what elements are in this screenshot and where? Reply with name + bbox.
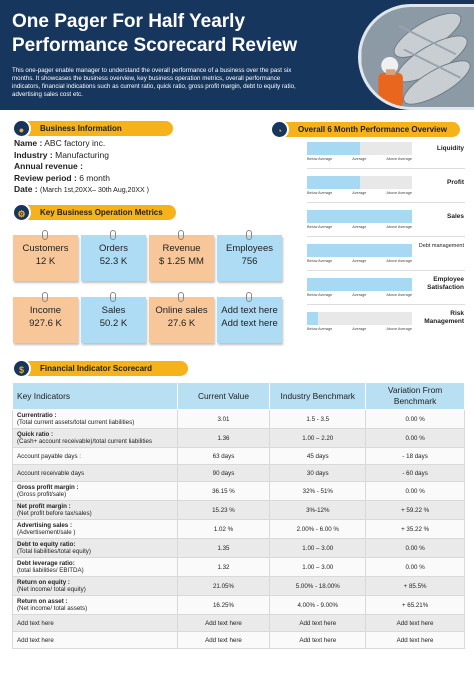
overview-metric-label: Employee Satisfaction — [427, 276, 464, 291]
benchmark-cell: 32% - 51% — [270, 482, 366, 501]
benchmark-cell: Add text here — [270, 632, 366, 649]
indicator-cell — [13, 429, 178, 448]
scale-label: Below Average — [307, 225, 333, 229]
benchmark-cell: Add text here — [270, 615, 366, 632]
metric-note-online-sales — [149, 297, 214, 343]
chart-icon: ◔ — [270, 120, 289, 139]
overview-heading-text: Overall 6 Month Performance Overview — [298, 125, 447, 134]
table-row — [13, 520, 465, 539]
table-row — [13, 558, 465, 577]
indicator-formula: Account receivable days — [17, 469, 85, 477]
variation-cell: - 18 days — [366, 448, 465, 465]
benchmark-cell: 5.00% - 18.00% — [270, 577, 366, 596]
metrics-heading — [18, 205, 176, 220]
indicator-name: Debt leverage ratio: — [17, 560, 75, 567]
variation-cell: + 35.22 % — [366, 520, 465, 539]
metric-note-employees — [217, 235, 282, 281]
gear-icon: ⚙ — [12, 203, 31, 222]
overview-scale-labels — [307, 293, 412, 297]
metric-value: Add text here — [221, 318, 278, 329]
indicator-cell — [13, 596, 178, 615]
overview-bar — [307, 176, 360, 189]
indicator-formula: (total liabilities/ EBITDA) — [17, 567, 84, 574]
current-value-cell: 1.02 % — [177, 520, 270, 539]
metric-value: 927.6 K — [29, 318, 62, 329]
benchmark-cell: 2.00% - 6.00 % — [270, 520, 366, 539]
overview-heading — [276, 122, 460, 137]
current-value-cell: 1.35 — [177, 539, 270, 558]
paperclip-icon — [178, 230, 184, 240]
indicator-cell — [13, 448, 178, 465]
indicator-name: Net profit margin : — [17, 503, 71, 510]
scale-label: Average — [352, 225, 367, 229]
benchmark-cell: 1.00 – 2.20 — [270, 429, 366, 448]
metric-label: Employees — [226, 243, 273, 254]
scale-label: Average — [352, 327, 367, 331]
variation-cell: + 65.21% — [366, 596, 465, 615]
overview-bar — [307, 210, 412, 223]
metric-label: Orders — [98, 243, 129, 254]
scale-label: Below Average — [307, 327, 333, 331]
business-info-heading — [18, 121, 173, 136]
indicator-cell — [13, 482, 178, 501]
date-value: (March 1st,20XX– 30th Aug,20XX ) — [40, 187, 149, 194]
overview-scale-labels — [307, 191, 412, 195]
overview-metric-label: Liquidity — [436, 145, 464, 152]
revenue-label: Annual revenue : — [14, 161, 83, 171]
variation-cell: Add text here — [366, 632, 465, 649]
column-current-value: Current Value — [177, 383, 270, 410]
indicator-formula: Add text here — [17, 619, 54, 627]
paperclip-icon — [42, 292, 48, 302]
metric-value: 52.3 K — [99, 256, 128, 267]
indicator-cell — [13, 465, 178, 482]
overview-scale-labels — [307, 259, 412, 263]
overview-bar — [307, 142, 360, 155]
current-value-cell: 15.23 % — [177, 501, 270, 520]
current-value-cell: 90 days — [177, 465, 270, 482]
industry-label: Industry : — [14, 149, 53, 160]
metric-value: 12 K — [35, 256, 56, 267]
metrics-heading-text: Key Business Operation Metrics — [40, 208, 163, 217]
name-label: Name : — [14, 138, 43, 148]
benchmark-cell: 45 days — [270, 448, 366, 465]
metric-label: Revenue — [162, 243, 201, 254]
name-value: ABC factory inc. — [44, 138, 106, 148]
overview-metric-label: Profit — [447, 179, 464, 186]
indicator-cell — [13, 501, 178, 520]
current-value-cell: 1.32 — [177, 558, 270, 577]
current-value-cell: 16.25% — [177, 596, 270, 615]
table-row — [13, 632, 465, 649]
indicator-cell — [13, 577, 178, 596]
overview-bar-track — [307, 312, 412, 325]
paperclip-icon — [110, 230, 116, 240]
table-row — [13, 448, 465, 465]
table-row — [13, 429, 465, 448]
current-value-cell: 36.15 % — [177, 482, 270, 501]
variation-cell: 0.00 % — [366, 482, 465, 501]
overview-bar — [307, 244, 412, 257]
variation-cell: + 85.5% — [366, 577, 465, 596]
business-info-heading-text: Business Information — [40, 124, 122, 133]
current-value-cell: Add text here — [177, 632, 270, 649]
metric-note-customers — [13, 235, 78, 281]
indicator-formula: (Net income/ total equity) — [17, 586, 86, 593]
indicator-cell — [13, 410, 178, 429]
table-row — [13, 596, 465, 615]
indicator-formula: (Cash+ account receivable)/total current liabilities — [17, 438, 152, 445]
metric-value: 27.6 K — [167, 318, 196, 329]
overview-bar — [307, 312, 318, 325]
paperclip-icon — [110, 292, 116, 302]
indicator-name: Currentratio : — [17, 412, 57, 419]
variation-cell: 0.00 % — [366, 558, 465, 577]
overview-scale-labels — [307, 157, 412, 161]
financial-heading — [18, 361, 188, 376]
indicator-cell — [13, 520, 178, 539]
revenue-row — [14, 161, 149, 173]
metric-note-sales — [81, 297, 146, 343]
variation-cell: 0.00 % — [366, 539, 465, 558]
scale-label: Above Average — [386, 327, 412, 331]
metric-note-revenue — [149, 235, 214, 281]
overview-divider — [307, 270, 465, 271]
paperclip-icon — [178, 292, 184, 302]
indicator-name: Return on asset : — [17, 598, 68, 605]
scale-label: Above Average — [386, 191, 412, 195]
scale-label: Average — [352, 157, 367, 161]
indicator-formula: (Advertisement/sale ) — [17, 529, 76, 536]
variation-cell: 0.00 % — [366, 410, 465, 429]
page-title: One Pager For Half Yearly Performance Scorecard Review — [12, 11, 298, 56]
money-icon: $ — [12, 359, 31, 378]
metric-label: Online sales — [155, 305, 208, 316]
overview-bar-track — [307, 176, 412, 189]
variation-cell: + 59.22 % — [366, 501, 465, 520]
table-row — [13, 615, 465, 632]
overview-divider — [307, 202, 465, 203]
table-row — [13, 539, 465, 558]
benchmark-cell: 1.5 - 3.5 — [270, 410, 366, 429]
scale-label: Below Average — [307, 293, 333, 297]
scale-label: Average — [352, 191, 367, 195]
current-value-cell: Add text here — [177, 615, 270, 632]
indicator-formula: (Gross profit/sale) — [17, 491, 67, 498]
overview-bar-track — [307, 210, 412, 223]
overview-metric-label: Risk Management — [424, 310, 464, 325]
indicator-name: Gross profit margin : — [17, 484, 79, 491]
benchmark-cell: 1.00 – 3.00 — [270, 539, 366, 558]
business-info-list — [14, 138, 149, 197]
overview-divider — [307, 304, 465, 305]
indicator-formula: Add text here — [17, 636, 54, 644]
table-row — [13, 501, 465, 520]
period-value: 6 month — [79, 172, 110, 183]
table-header-row — [13, 383, 465, 410]
date-label: Date : — [14, 184, 38, 194]
overview-bar-track — [307, 278, 412, 291]
benchmark-cell: 3%-12% — [270, 501, 366, 520]
column-industry-benchmark: Industry Benchmark — [270, 383, 366, 410]
scale-label: Average — [352, 293, 367, 297]
date-row — [14, 184, 149, 197]
overview-divider — [307, 236, 465, 237]
variation-cell: Add text here — [366, 615, 465, 632]
header-photo — [358, 4, 474, 110]
current-value-cell: 3.01 — [177, 410, 270, 429]
period-row — [14, 173, 149, 185]
indicator-cell — [13, 632, 178, 649]
metric-label: Income — [29, 305, 62, 316]
table-row — [13, 482, 465, 501]
metric-note-placeholder — [217, 297, 282, 343]
indicator-cell — [13, 615, 178, 632]
metric-note-income — [13, 297, 78, 343]
indicator-cell — [13, 539, 178, 558]
overview-metric-label: Sales — [447, 213, 464, 220]
period-label: Review period : — [14, 172, 77, 183]
metric-value: $ 1.25 MM — [159, 256, 204, 267]
indicator-formula: Account payable days : — [17, 452, 81, 460]
page-description: This one-pager enable manager to understand the overall performance of a business over the past six months. It showcases the business overview, key business operation metrics, overall performance indicators, financial indications such as current ratio, quick ratio, gross profit margin, debt to equity ratio, advertising sales cost etc. — [12, 67, 296, 98]
indicator-name: Return on equity : — [17, 579, 70, 586]
column-key-indicators: Key Indicators — [13, 383, 178, 410]
scale-label: Below Average — [307, 191, 333, 195]
indicator-cell — [13, 558, 178, 577]
info-icon: ● — [12, 119, 31, 138]
metric-note-orders — [81, 235, 146, 281]
scale-label: Below Average — [307, 259, 333, 263]
current-value-cell: 63 days — [177, 448, 270, 465]
benchmark-cell: 30 days — [270, 465, 366, 482]
indicator-formula: (Total liabilities/total equity) — [17, 548, 91, 555]
scale-label: Above Average — [386, 157, 412, 161]
overview-divider — [307, 168, 465, 169]
variation-cell: - 60 days — [366, 465, 465, 482]
indicator-name: Quick ratio : — [17, 431, 54, 438]
financial-heading-text: Financial Indicator Scorecard — [40, 364, 153, 373]
overview-scale-labels — [307, 225, 412, 229]
indicator-name: Debt to equity ratio: — [17, 541, 76, 548]
current-value-cell: 21.05% — [177, 577, 270, 596]
industry-value: Manufacturing — [55, 149, 109, 160]
benchmark-cell: 4.00% - 9.00% — [270, 596, 366, 615]
overview-bar-track — [307, 142, 412, 155]
overview-metric-label: Debt management — [418, 243, 464, 249]
indicator-formula: (Total current assets/total current liabilities) — [17, 419, 135, 426]
paperclip-icon — [246, 230, 252, 240]
scale-label: Above Average — [386, 225, 412, 229]
metric-label: Customers — [22, 243, 69, 254]
metric-label: Sales — [101, 305, 126, 316]
current-value-cell: 1.36 — [177, 429, 270, 448]
variation-cell: 0.00 % — [366, 429, 465, 448]
table-row — [13, 577, 465, 596]
column-variation: Variation From Benchmark — [366, 383, 465, 410]
financial-scorecard-table — [12, 382, 465, 649]
metric-value: 50.2 K — [99, 318, 128, 329]
scale-label: Below Average — [307, 157, 333, 161]
indicator-name: Advertising sales : — [17, 522, 73, 529]
overview-bar-track — [307, 244, 412, 257]
factory-worker-image — [361, 7, 474, 107]
paperclip-icon — [42, 230, 48, 240]
industry-row — [14, 150, 149, 162]
paperclip-icon — [246, 292, 252, 302]
indicator-formula: (Net income/ total assets) — [17, 605, 88, 612]
scale-label: Average — [352, 259, 367, 263]
overview-scale-labels — [307, 327, 412, 331]
overview-bar — [307, 278, 412, 291]
indicator-formula: (Net profit before tax/sales) — [17, 510, 92, 517]
table-row — [13, 465, 465, 482]
metric-label: Add text here — [221, 305, 278, 316]
scale-label: Above Average — [386, 293, 412, 297]
benchmark-cell: 1.00 – 3.00 — [270, 558, 366, 577]
table-body — [13, 410, 465, 649]
business-name-row — [14, 138, 149, 150]
scale-label: Above Average — [386, 259, 412, 263]
metric-value: 756 — [241, 256, 258, 267]
table-row — [13, 410, 465, 429]
